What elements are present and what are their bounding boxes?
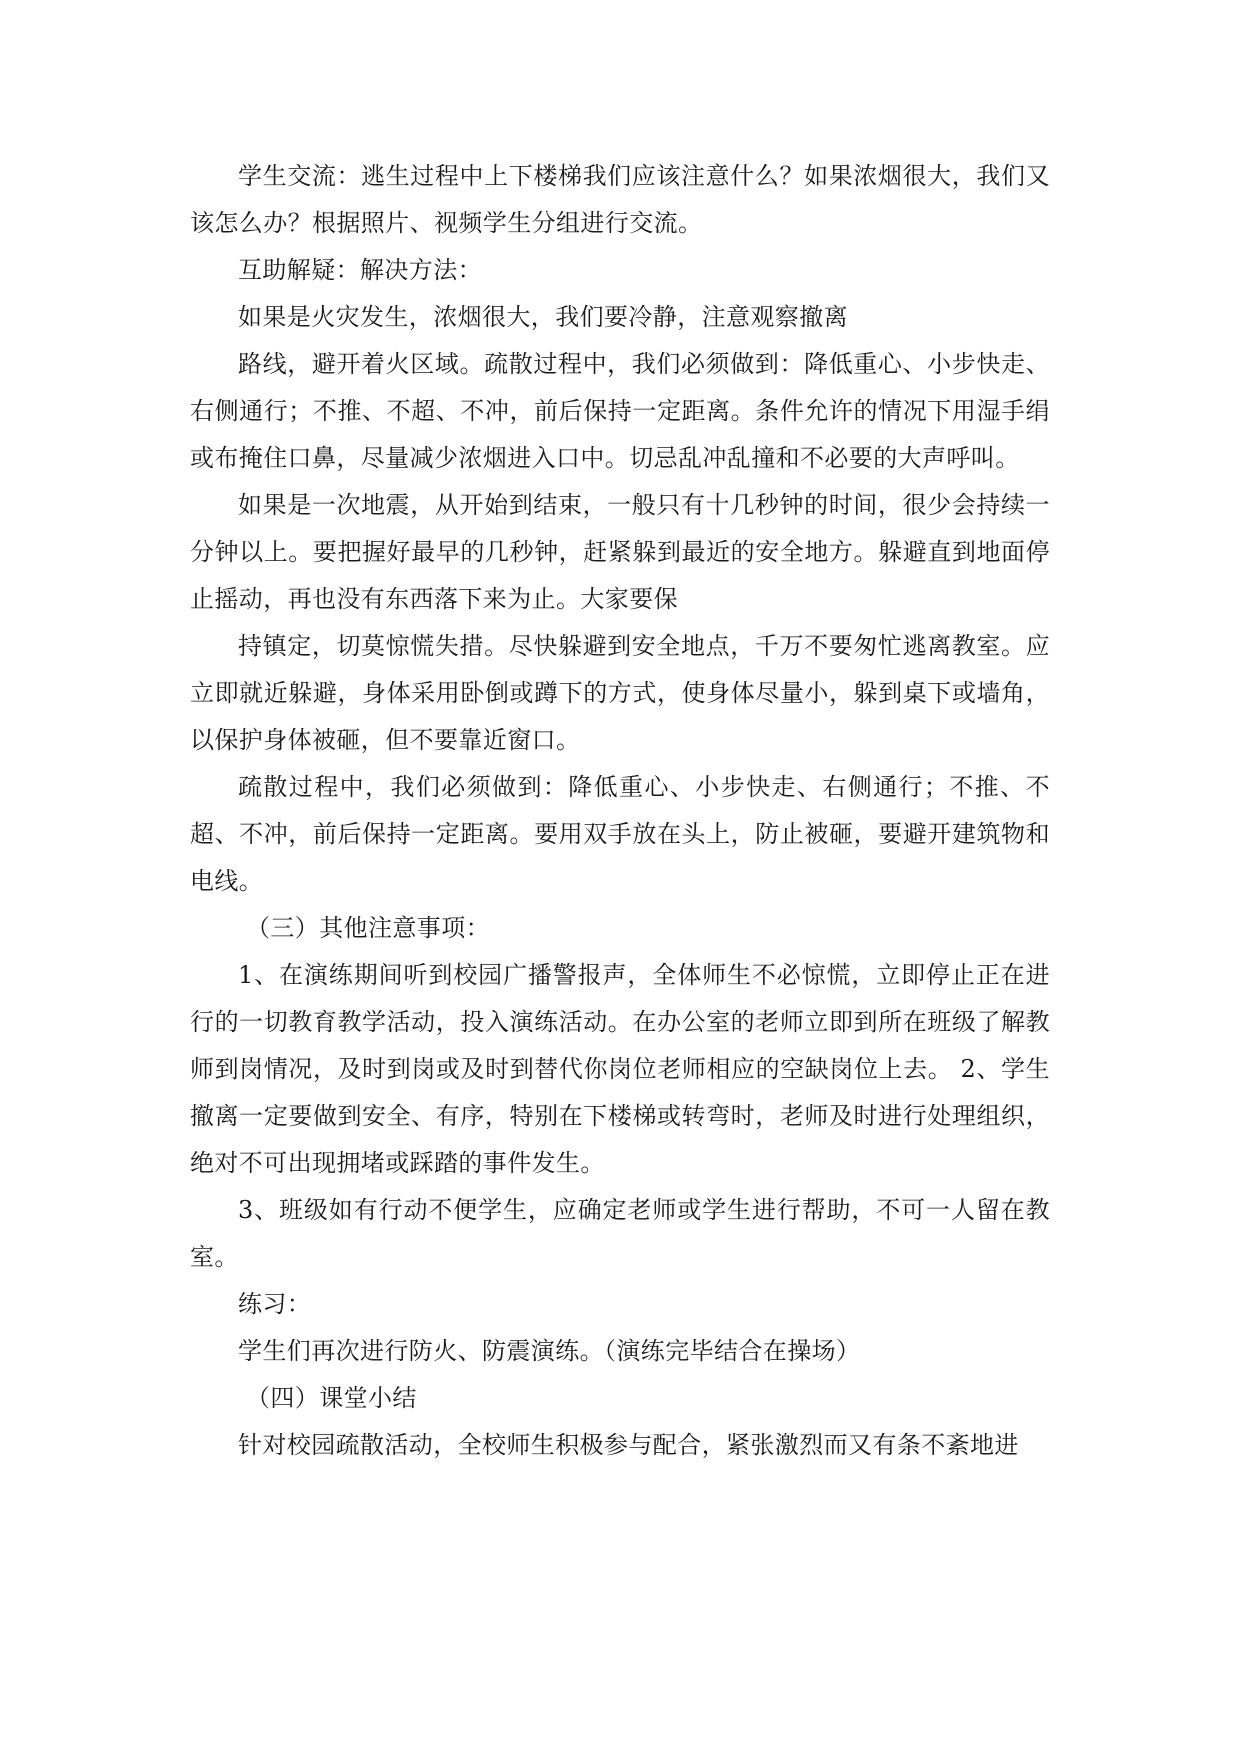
paragraph-earthquake-intro: 如果是一次地震，从开始到结束，一般只有十几秒钟的时间，很少会持续一分钟以上。要把握好最早的几秒钟，赶紧躲到最近的安全地方。躲避直到地面停止摇动，再也没有东西落下来为止。大家要保	[190, 491, 1050, 613]
paragraph-summary: 针对校园疏散活动，全校师生积极参与配合，紧张激烈而又有条不紊地进	[238, 1431, 1019, 1459]
paragraph-practice: 学生们再次进行防火、防震演练。（演练完毕结合在操场）	[238, 1337, 861, 1365]
paragraph-note-3: 3、班级如有行动不便学生，应确定老师或学生进行帮助，不可一人留在教室。	[190, 1196, 1050, 1271]
paragraph-mutual-help-heading: 互助解疑：解决方法：	[238, 256, 482, 284]
section-heading-summary: （四）课堂小结	[246, 1384, 417, 1412]
paragraph-evacuation-rules: 疏散过程中，我们必须做到：降低重心、小步快走、右侧通行；不推、不超、不冲，前后保持一定距离。要用双手放在头上，防止被砸，要避开建筑物和电线。	[190, 773, 1050, 895]
paragraph-student-exchange: 学生交流：逃生过程中上下楼梯我们应该注意什么？如果浓烟很大，我们又该怎么办？根据照片、视频学生分组进行交流。	[190, 162, 1050, 237]
section-heading-other-notes: （三）其他注意事项：	[246, 914, 490, 942]
paragraph-fire-evacuation: 路线，避开着火区域。疏散过程中，我们必须做到：降低重心、小步快走、右侧通行；不推、不超、不冲，前后保持一定距离。条件允许的情况下用湿手绢或布掩住口鼻，尽量减少浓烟进入口中。切忌乱冲乱撞和不必要的大声呼叫。	[190, 350, 1050, 472]
paragraph-fire-intro: 如果是火灾发生，浓烟很大，我们要冷静，注意观察撤离	[238, 303, 848, 331]
paragraph-earthquake-calm: 持镇定，切莫惊慌失措。尽快躲避到安全地点，千万不要匆忙逃离教室。应立即就近躲避，身体采用卧倒或蹲下的方式，使身体尽量小，躲到桌下或墙角，以保护身体被砸，但不要靠近窗口。	[190, 632, 1050, 754]
document-body	[190, 153, 1050, 1469]
paragraph-practice-heading: 练习：	[238, 1290, 312, 1318]
paragraph-note-1-2: 1、在演练期间听到校园广播警报声，全体师生不必惊慌，立即停止正在进行的一切教育教学活动，投入演练活动。在办公室的老师立即到所在班级了解教师到岗情况，及时到岗或及时到替代你岗位老师相应的空缺岗位上去。 2、学生撤离一定要做到安全、有序，特别在下楼梯或转弯时，老师及时进行处理组织，绝对不可出现拥堵或踩踏的事件发生。	[190, 961, 1050, 1177]
